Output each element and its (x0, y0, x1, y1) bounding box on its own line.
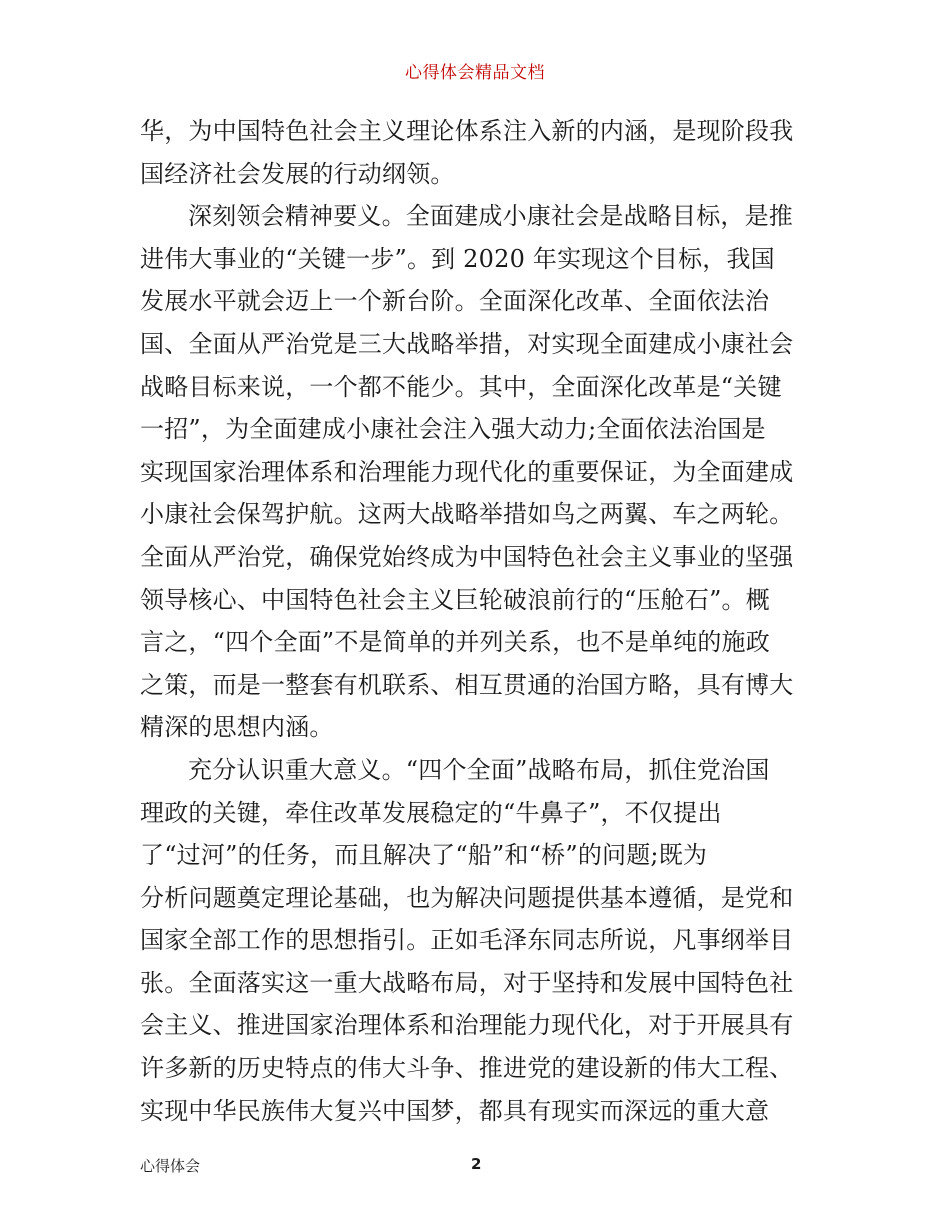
text-line: 领导核心、中国特色社会主义巨轮破浪前行的“压舱石”。概 (140, 585, 770, 614)
text-line: 分析问题奠定理论基础，也为解决问题提供基本遵循，是党和 (140, 883, 794, 912)
text-line: 理政的关键，牵住改革发展稳定的“牛鼻子”，不仅提出 (140, 798, 722, 827)
text-line: 会主义、推进国家治理体系和治理能力现代化，对于开展具有 (140, 1011, 794, 1040)
paragraph-start-line: 充分认识重大意义。“四个全面”战略布局，抓住党治国 (188, 755, 770, 784)
text-line: 许多新的历史特点的伟大斗争、推进党的建设新的伟大工程、 (140, 1054, 794, 1083)
text-line: 全面从严治党，确保党始终成为中国特色社会主义事业的坚强 (140, 542, 794, 571)
text-line: 之策，而是一整套有机联系、相互贯通的治国方略，具有博大 (140, 670, 794, 699)
text-line: 进伟大事业的“关键一步”。到 2020 年实现这个目标，我国 (140, 244, 775, 273)
document-body (140, 110, 815, 1132)
text-line: 实现国家治理体系和治理能力现代化的重要保证，为全面建成 (140, 457, 794, 486)
text-line: 国家全部工作的思想指引。正如毛泽东同志所说，凡事纲举目 (140, 926, 794, 955)
document-footer (140, 1155, 815, 1179)
text-line: 一招”，为全面建成小康社会注入强大动力;全面依法治国是 (140, 415, 766, 444)
text-line: 小康社会保驾护航。这两大战略举措如鸟之两翼、车之两轮。 (140, 500, 794, 529)
text-line: 发展水平就会迈上一个新台阶。全面深化改革、全面依法治 (140, 287, 770, 316)
text-line: 国经济社会发展的行动纲领。 (140, 159, 455, 188)
text-line: 战略目标来说，一个都不能少。其中，全面深化改革是“关键 (140, 372, 782, 401)
text-line: 国、全面从严治党是三大战略举措，对实现全面建成小康社会 (140, 329, 794, 358)
paragraph-start-line: 深刻领会精神要义。全面建成小康社会是战略目标，是推 (188, 202, 793, 231)
page-number: 2 (471, 1155, 482, 1173)
text-line: 实现中华民族伟大复兴中国梦，都具有现实而深远的重大意 (140, 1096, 770, 1125)
document-header-title: 心得体会精品文档 (405, 63, 545, 83)
text-line: 了“过河”的任务，而且解决了“船”和“桥”的问题;既为 (140, 841, 708, 870)
text-line: 张。全面落实这一重大战略布局，对于坚持和发展中国特色社 (140, 968, 794, 997)
footer-label: 心得体会 (140, 1157, 201, 1175)
text-line: 精深的思想内涵。 (140, 713, 334, 742)
text-line: 言之，“四个全面”不是简单的并列关系，也不是单纯的施政 (140, 628, 770, 657)
text-line: 华，为中国特色社会主义理论体系注入新的内涵，是现阶段我 (140, 117, 794, 145)
